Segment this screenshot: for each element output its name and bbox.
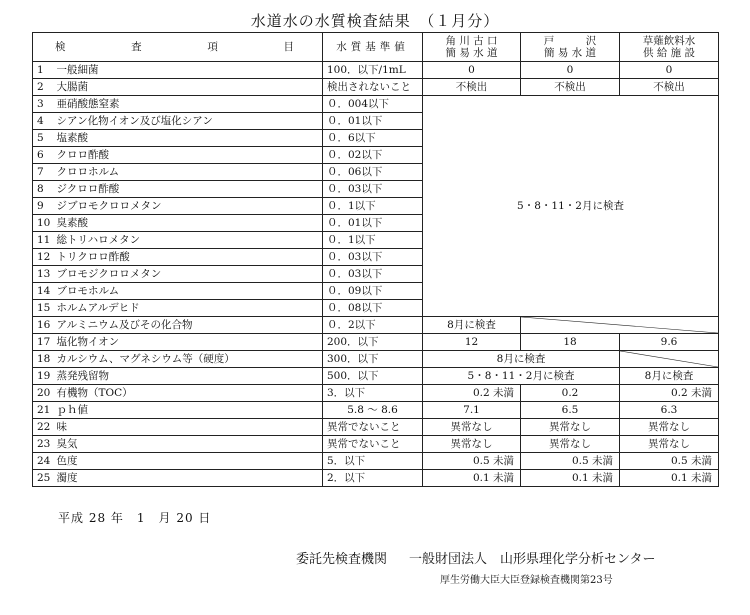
row-standard: ０．1以下 [323, 198, 423, 215]
row-number: 25 [33, 470, 55, 487]
row-standard: 異常でないこと [323, 419, 423, 436]
registration-number: 厚生労働大臣大臣登録検査機関第23号 [440, 575, 613, 586]
row-value-kusanagi: 0.1 未満 [620, 470, 719, 487]
row-standard: 3．以下 [323, 385, 423, 402]
row-standard: ０．01以下 [323, 215, 423, 232]
row-standard: 300．以下 [323, 351, 423, 368]
row-standard: 100．以下/1mL [323, 62, 423, 79]
table-row [33, 79, 719, 96]
table-row [33, 351, 719, 368]
row-number: 12 [33, 249, 55, 266]
row-number: 20 [33, 385, 55, 402]
row-value-kadokawa: 異常なし [423, 436, 521, 453]
table-row [33, 453, 719, 470]
row-item: クロロホルム [55, 164, 323, 181]
row-value-kadokawa: 0.2 未満 [423, 385, 521, 402]
row-number: 2 [33, 79, 55, 96]
table-row [33, 317, 719, 334]
header-tozawa-line1: 戸 沢 [543, 35, 597, 47]
row-number: 18 [33, 351, 55, 368]
row-number: 24 [33, 453, 55, 470]
row-number: 22 [33, 419, 55, 436]
header-tozawa-line2: 簡 易 水 道 [543, 47, 596, 59]
row-item: 亜硝酸態窒素 [55, 96, 323, 113]
diagonal-line [620, 351, 718, 367]
row-item: 蒸発残留物 [55, 368, 323, 385]
row-item: ブロモジクロロメタン [55, 266, 323, 283]
row-value-tozawa: 0.5 未満 [521, 453, 620, 470]
row-number: 19 [33, 368, 55, 385]
row-value-kadokawa: 0.1 未満 [423, 470, 521, 487]
row-item: 塩化物イオン [55, 334, 323, 351]
row-item: 味 [55, 419, 323, 436]
row-item: シアン化物イオン及び塩化シアン [55, 113, 323, 130]
header-standard: 水質基準値 [323, 33, 423, 62]
row-value-tozawa: 異常なし [521, 419, 620, 436]
table-row [33, 96, 719, 113]
row-number: 9 [33, 198, 55, 215]
row-item: カルシウム、マグネシウム等（硬度） [55, 351, 323, 368]
row-standard: ０．06以下 [323, 164, 423, 181]
row-value-kadokawa: 0.5 未満 [423, 453, 521, 470]
agency-line [296, 548, 656, 567]
row-value-kadokawa-tozawa: 5・8・11・2月に検査 [423, 368, 620, 385]
table-row [33, 368, 719, 385]
table-row [33, 334, 719, 351]
row-value-tozawa: 18 [521, 334, 620, 351]
row-standard: ０．02以下 [323, 147, 423, 164]
row-number: 8 [33, 181, 55, 198]
table-row [33, 419, 719, 436]
header-kusanagi-line2: 供 給 施 設 [642, 47, 695, 59]
table-row [33, 385, 719, 402]
row-standard: ０．09以下 [323, 283, 423, 300]
row-standard: ０．1以下 [323, 232, 423, 249]
row-value-tozawa: 6.5 [521, 402, 620, 419]
row-item: トリクロロ酢酸 [55, 249, 323, 266]
row-number: 4 [33, 113, 55, 130]
row-value-kadokawa: 異常なし [423, 419, 521, 436]
row-item: 一般細菌 [55, 62, 323, 79]
table-row [33, 62, 719, 79]
diagonal-line [521, 317, 718, 333]
row-standard: 5．以下 [323, 453, 423, 470]
row-value-kadokawa: 12 [423, 334, 521, 351]
header-item: 検 査 項 目 [33, 33, 323, 62]
row-item: ブロモホルム [55, 283, 323, 300]
row-standard: 500．以下 [323, 368, 423, 385]
row-item: ジブロモクロロメタン [55, 198, 323, 215]
row-number: 6 [33, 147, 55, 164]
row-item: クロロ酢酸 [55, 147, 323, 164]
report-date: 平成 28 年 1 月 20 日 [58, 511, 212, 525]
water-quality-table [32, 32, 719, 487]
row-standard: ０．03以下 [323, 249, 423, 266]
row-number: 14 [33, 283, 55, 300]
row-standard: 2．以下 [323, 470, 423, 487]
row-value-kusanagi: 0.5 未満 [620, 453, 719, 470]
row-value-kusanagi: 不検出 [620, 79, 719, 96]
row-standard: ０．08以下 [323, 300, 423, 317]
row-item: ホルムアルデヒド [55, 300, 323, 317]
row-value-kusanagi: 異常なし [620, 436, 719, 453]
header-kadokawa [423, 33, 521, 62]
row-value-tozawa: 異常なし [521, 436, 620, 453]
row-standard: 異常でないこと [323, 436, 423, 453]
row-number: 3 [33, 96, 55, 113]
row-value-kadokawa: 7.1 [423, 402, 521, 419]
agency-label: 委託先検査機関 [296, 552, 388, 567]
row-standard: ０．2以下 [323, 317, 423, 334]
row-item: ｐｈ値 [55, 402, 323, 419]
table-header-row [33, 33, 719, 62]
header-kadokawa-line1: 角 川 古 口 [445, 35, 498, 47]
table-row [33, 436, 719, 453]
row-standard: 検出されないこと [323, 79, 423, 96]
row-number: 21 [33, 402, 55, 419]
row-item: 臭素酸 [55, 215, 323, 232]
row-number: 1 [33, 62, 55, 79]
row-number: 16 [33, 317, 55, 334]
header-tozawa [521, 33, 620, 62]
table-row [33, 402, 719, 419]
row-item: アルミニウム及びその化合物 [55, 317, 323, 334]
row-item: 臭気 [55, 436, 323, 453]
row-number: 7 [33, 164, 55, 181]
row-standard: 200．以下 [323, 334, 423, 351]
row-value-kusanagi: 0.2 未満 [620, 385, 719, 402]
row-item: 大腸菌 [55, 79, 323, 96]
row-value-tozawa: 0.1 未満 [521, 470, 620, 487]
row-item: 塩素酸 [55, 130, 323, 147]
row-value-kusanagi: 6.3 [620, 402, 719, 419]
row-value-kadokawa: 0 [423, 62, 521, 79]
row-standard: ０．01以下 [323, 113, 423, 130]
table-row [33, 470, 719, 487]
row-standard: 5.8 ～ 8.6 [323, 402, 423, 419]
row-value-kadokawa: 8月に検査 [423, 317, 521, 334]
row-number: 23 [33, 436, 55, 453]
row-item: ジクロロ酢酸 [55, 181, 323, 198]
diagonal-slash-cell [521, 317, 719, 334]
merged-inspection-note: 5・8・11・2月に検査 [423, 96, 719, 317]
row-value-kadokawa: 不検出 [423, 79, 521, 96]
agency-name: 一般財団法人 山形県理化学分析センター [409, 552, 656, 567]
row-item: 濁度 [55, 470, 323, 487]
row-item: 有機物（TOC） [55, 385, 323, 402]
header-kadokawa-line2: 簡 易 水 道 [445, 47, 498, 59]
row-number: 11 [33, 232, 55, 249]
row-number: 13 [33, 266, 55, 283]
row-standard: ０．004以下 [323, 96, 423, 113]
row-item: 総トリハロメタン [55, 232, 323, 249]
row-value-kadokawa-tozawa: 8月に検査 [423, 351, 620, 368]
row-item: 色度 [55, 453, 323, 470]
page-title: 水道水の水質検査結果 （１月分） [250, 12, 500, 30]
row-value-kusanagi: 8月に検査 [620, 368, 719, 385]
row-value-tozawa: 不検出 [521, 79, 620, 96]
row-value-kusanagi: 0 [620, 62, 719, 79]
row-value-tozawa: 0.2 [521, 385, 620, 402]
row-standard: ０．03以下 [323, 181, 423, 198]
row-value-kusanagi: 9.6 [620, 334, 719, 351]
row-standard: ０．6以下 [323, 130, 423, 147]
row-number: 5 [33, 130, 55, 147]
row-standard: ０．03以下 [323, 266, 423, 283]
header-kusanagi [620, 33, 719, 62]
diagonal-slash-cell [620, 351, 719, 368]
row-value-kusanagi: 異常なし [620, 419, 719, 436]
row-number: 17 [33, 334, 55, 351]
row-number: 10 [33, 215, 55, 232]
header-kusanagi-line1: 草薙飲料水 [642, 35, 696, 47]
row-value-tozawa: 0 [521, 62, 620, 79]
row-number: 15 [33, 300, 55, 317]
